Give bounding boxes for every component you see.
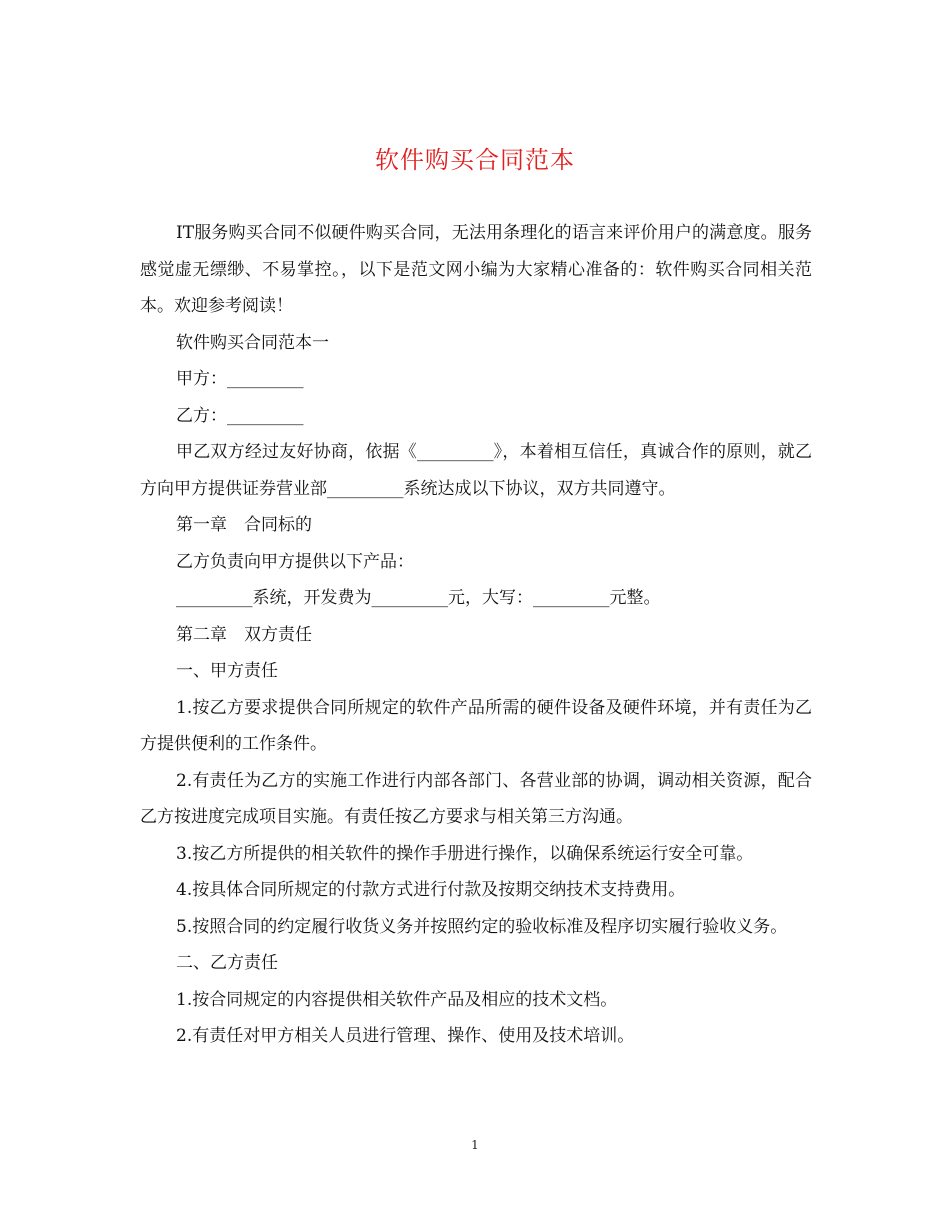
paragraph-chapter-1: 第一章 合同标的 <box>176 515 312 535</box>
document-title: 软件购买合同范本 <box>375 146 575 174</box>
paragraph-intro: IT服务购买合同不似硬件购买合同，无法用条理化的语言来评价用户的满意度。服务感觉虚无缥缈、不易掌控。，以下是范文网小编为大家精心准备的：软件购买合同相关范本。欢迎参考阅读！ <box>140 223 812 316</box>
paragraph-fee: _________系统，开发费为_________元，大写：_________元整。 <box>176 588 661 608</box>
paragraph-party-a-duties: 一、甲方责任 <box>176 661 278 681</box>
paragraph-agreement: 甲乙双方经过友好协商，依据《_________》，本着相互信任，真诚合作的原则，就乙方向甲方提供证券营业部_________系统达成以下协议，双方共同遵守。 <box>140 442 812 499</box>
document-body <box>140 215 812 1055</box>
paragraph-sample-heading: 软件购买合同范本一 <box>176 332 329 353</box>
page-number: 1 <box>471 1138 479 1152</box>
paragraph-b-item-2: 2.有责任对甲方相关人员进行管理、操作、使用及技术培训。 <box>176 1026 635 1046</box>
paragraph-a-item-1: 1.按乙方要求提供合同所规定的软件产品所需的硬件设备及硬件环境，并有责任为乙方提供便利的工作条件。 <box>140 697 812 754</box>
paragraph-a-item-2: 2.有责任为乙方的实施工作进行内部各部门、各营业部的协调，调动相关资源，配合乙方按进度完成项目实施。有责任按乙方要求与相关第三方沟通。 <box>140 770 812 827</box>
paragraph-chapter-2: 第二章 双方责任 <box>176 624 312 645</box>
paragraph-products: 乙方负责向甲方提供以下产品： <box>176 551 414 572</box>
paragraph-party-b: 乙方：_________ <box>176 405 304 426</box>
paragraph-a-item-4: 4.按具体合同所规定的付款方式进行付款及按期交纳技术支持费用。 <box>176 880 686 900</box>
paragraph-party-b-duties: 二、乙方责任 <box>176 953 278 973</box>
paragraph-a-item-5: 5.按照合同的约定履行收货义务并按照约定的验收标准及程序切实履行验收义务。 <box>176 916 788 937</box>
paragraph-a-item-3: 3.按乙方所提供的相关软件的操作手册进行操作，以确保系统运行安全可靠。 <box>176 843 754 864</box>
paragraph-party-a: 甲方：_________ <box>176 369 304 389</box>
paragraph-b-item-1: 1.按合同规定的内容提供相关软件产品及相应的技术文档。 <box>176 989 618 1010</box>
